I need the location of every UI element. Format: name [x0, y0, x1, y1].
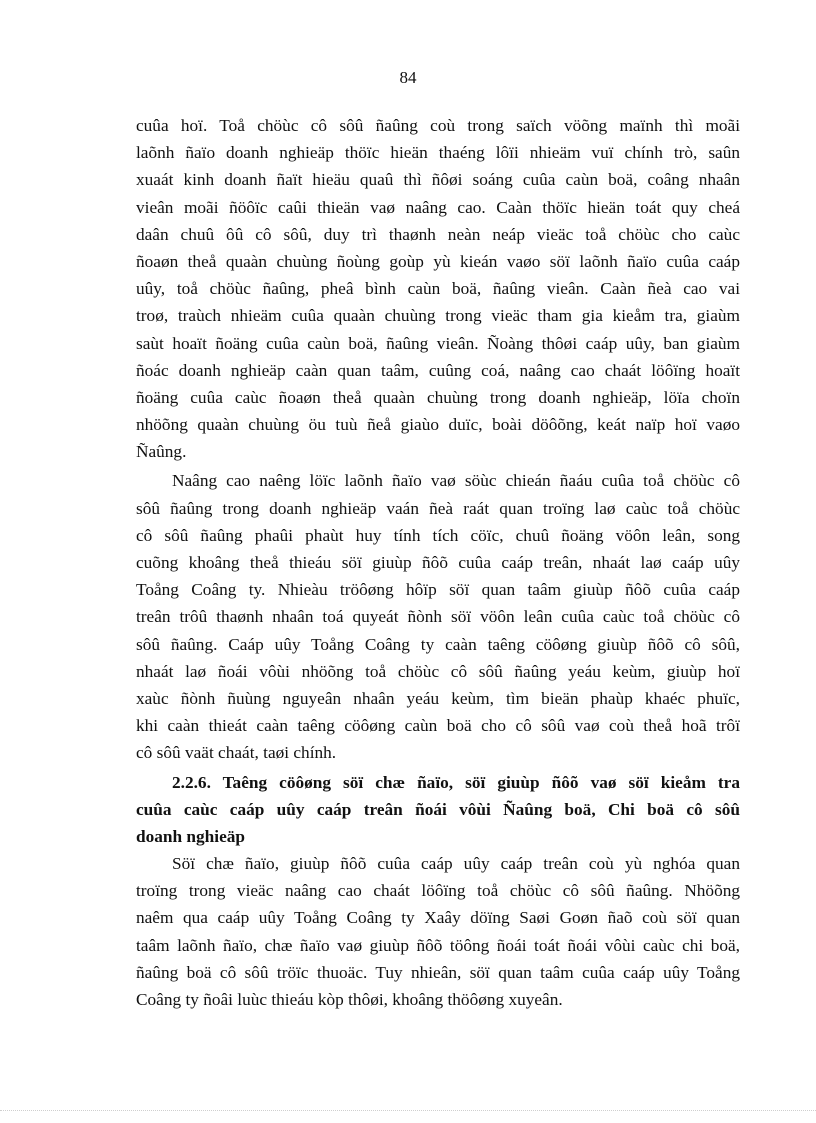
text-line: nhaát laø ñoái vôùi nhöõng toå chöùc cô sôû ñaûng yeáu keùm, giuùp hoï	[136, 661, 740, 681]
text-line: Ñaûng.	[136, 442, 187, 462]
text-line: khi caàn thieát caàn taêng cöôøng caùn boä cho cô sôû vaø coù theå hoã trôï	[136, 716, 740, 736]
text-line: nhöõng quaàn chuùng öu tuù ñeå giaùo duïc, boài döôõng, keát naïp hoï vaøo	[136, 415, 740, 435]
text-line: saùt hoaït ñoäng cuûa caùn boä, ñaûng vieân. Ñoàng thôøi caáp uûy, ban giaùm	[136, 333, 740, 353]
text-line: naêm qua caáp uûy Toång Coâng ty Xaây döïng Saøi Goøn ñaõ coù söï quan	[136, 908, 740, 928]
text-line: xuaát kinh doanh ñaït hieäu quaû thì ñôøi soáng cuûa caùn boä, coâng nhaân	[136, 170, 740, 190]
text-line: sôû ñaûng trong doanh nghieäp vaán ñeà raát quan troïng laø caùc toå chöùc	[136, 498, 740, 518]
text-line: Söï chæ ñaïo, giuùp ñôõ cuûa caáp uûy caáp treân coù yù nghóa quan	[172, 854, 740, 874]
text-line: cô sôû ñaûng phaûi phaùt huy tính tích cöïc, chuû ñoäng vöôn leân, song	[136, 525, 740, 545]
text-line: sôû ñaûng. Caáp uûy Toång Coâng ty caàn taêng cöôøng giuùp ñôõ cô sôû,	[136, 634, 740, 654]
text-line: taâm laõnh ñaïo, chæ ñaïo vaø giuùp ñôõ töông ñoái toát ñoái vôùi caùc chi boä,	[136, 935, 740, 955]
text-line: troïng trong vieäc naâng cao chaát löôïng toå chöùc cô sôû ñaûng. Nhöõng	[136, 881, 740, 901]
text-line: ñaûng boä cô sôû tröïc thuoäc. Tuy nhieân, söï quan taâm cuûa caáp uûy Toång	[136, 962, 740, 982]
text-line: daân chuû ôû cô sôû, duy trì thaønh neàn neáp vieäc toå chöùc cho caùc	[136, 224, 740, 244]
text-line: uûy, toå chöùc ñaûng, pheâ bình caùn boä, ñaûng vieân. Caàn ñeà cao vai	[136, 279, 740, 299]
heading-line: doanh nghieäp	[136, 826, 246, 846]
heading-line: 2.2.6. Taêng cöôøng söï chæ ñaïo, söï giuùp ñôõ vaø söï kieåm tra	[172, 772, 740, 792]
heading-line: cuûa caùc caáp uûy caáp treân ñoái vôùi Ñaûng boä, Chi boä cô sôû	[136, 799, 740, 819]
text-line: cuûa hoï. Toå chöùc cô sôû ñaûng coù trong saïch vöõng maïnh thì moãi	[136, 116, 740, 135]
text-line: xaùc ñònh ñuùng nguyeân nhaân yeáu keùm, tìm bieän phaùp khaéc phuïc,	[136, 688, 740, 708]
text-line: Naâng cao naêng löïc laõnh ñaïo vaø söùc chieán ñaáu cuûa toå chöùc cô	[172, 471, 740, 491]
paragraph-1	[136, 112, 740, 465]
paragraph-3	[136, 850, 740, 1013]
text-line: laõnh ñaïo doanh nghieäp thöïc hieän thaéng lôïi nhieäm vuï chính trò, saûn	[136, 143, 740, 163]
text-line: vieân moãi ñöôïc caûi thieän vaø naâng cao. Caàn thöïc hieän toát quy cheá	[136, 197, 740, 217]
text-line: treân trôû thaønh nhaân toá quyeát ñònh söï vöôn leân cuûa caùc toå chöùc cô	[136, 607, 740, 627]
paragraph-2	[136, 467, 740, 766]
section-heading	[136, 769, 740, 851]
text-line: cô sôû vaät chaát, taøi chính.	[136, 743, 337, 763]
page-content	[136, 112, 740, 1013]
page-number: 84	[399, 68, 417, 87]
text-line: ñoäng cuûa caùc ñoaøn theå quaàn chuùng trong doanh nghieäp, löïa choïn	[136, 387, 740, 407]
text-line: troø, traùch nhieäm cuûa quaàn chuùng trong vieäc tham gia kieåm tra, giaùm	[136, 306, 740, 326]
page-bottom-rule	[0, 1110, 816, 1111]
text-line: cuõng khoâng theå thieáu söï giuùp ñôõ cuûa caáp treân, nhaát laø caáp uûy	[136, 553, 740, 572]
text-line: ñoác doanh nghieäp caàn quan taâm, cuûng coá, naâng cao chaát löôïng hoaït	[136, 360, 740, 380]
text-line: Coâng ty ñoâi luùc thieáu kòp thôøi, khoâng thöôøng xuyeân.	[136, 990, 563, 1009]
text-line: Toång Coâng ty. Nhieàu tröôøng hôïp söï quan taâm giuùp ñôõ cuûa caáp	[136, 580, 740, 600]
text-line: ñoaøn theå quaàn chuùng ñoùng goùp yù kieán vaøo söï laõnh ñaïo cuûa caáp	[136, 251, 740, 271]
